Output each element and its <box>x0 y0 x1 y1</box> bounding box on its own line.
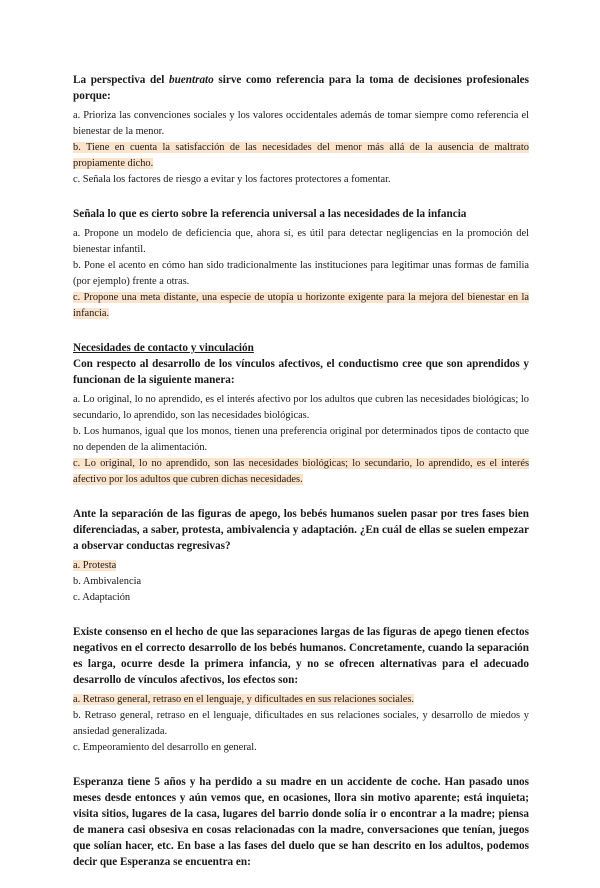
answer-option-highlighted <box>73 290 529 322</box>
question-block-long-separations <box>73 624 529 756</box>
answer-option: b. Pone el acento en cómo han sido tradicionalmente las instituciones para legitimar unas formas de familia (por ejemplo) frente a otras. <box>73 260 529 287</box>
highlighted-answer-text: a. Protesta <box>73 560 117 571</box>
answer-option: b. Ambivalencia <box>73 576 142 587</box>
highlighted-answer-text: c. Propone una meta distante, una especie de utopía u horizonte exigente para la mejora del bienestar en la infancia. <box>73 292 529 319</box>
answer-option: b. Retraso general, retraso en el lenguaje, dificultades en sus relaciones sociales, y desarrollo de miedos y ansiedad generalizada. <box>73 710 529 737</box>
answer-option-highlighted <box>73 692 529 708</box>
question-text-part: La perspectiva del <box>73 74 169 86</box>
question-text: Esperanza tiene 5 años y ha perdido a su madre en un accidente de coche. Han pasado unos meses desde entonces y aún vemos que, en ocasiones, llora sin motivo aparente; está inquieta; visita sitios, lugares de la casa, lugares del barrio donde solía ir o encontrar a la madre; piensa de manera casi obsesiva en cosas relacionadas con la madre, conversaciones que tenían, juegos que solían hacer, etc. En base a las fases del duelo que se han descrito en los adultos, podemos decir que Esperanza se encuentra en: <box>73 776 529 868</box>
answer-option-highlighted <box>73 140 529 172</box>
highlighted-answer-text: c. Lo original, lo no aprendido, son las necesidades biológicas; lo secundario, lo aprendido, es el interés afectivo por los adultos que cubren dichas necesidades. <box>73 458 529 485</box>
question-text <box>73 72 529 104</box>
question-block-esperanza <box>73 774 529 870</box>
question-text: Ante la separación de las figuras de apego, los bebés humanos suelen pasar por tres fases bien diferenciadas, a saber, protesta, ambivalencia y adaptación. ¿En cuál de ellas se suelen empezar a observar conductas regresivas? <box>73 508 529 552</box>
answer-option: a. Propone un modelo de deficiencia que, ahora sí, es útil para detectar negligencias en la promoción del bienestar infantil. <box>73 228 529 255</box>
answer-option: b. Los humanos, igual que los monos, tienen una preferencia original por determinados tipos de contacto que no dependen de la alimentación. <box>73 426 529 453</box>
highlighted-answer-text: a. Retraso general, retraso en el lenguaje, y dificultades en sus relaciones sociales. <box>73 694 415 705</box>
question-text: Existe consenso en el hecho de que las separaciones largas de las figuras de apego tienen efectos negativos en el correcto desarrollo de los bebés humanos. Concretamente, cuando la separación es larga, ocurre desde la primera infancia, y no se ofrecen alternativas para el adecuado desarrollo de vínculos afectivos, los efectos son: <box>73 626 529 686</box>
question-block-conductismo <box>73 340 529 488</box>
question-block-separation-phases <box>73 506 529 606</box>
question-text: Con respecto al desarrollo de los vínculos afectivos, el conductismo cree que son aprendidos y funcionan de la siguiente manera: <box>73 358 529 386</box>
question-block-universal-needs <box>73 206 529 322</box>
document-content <box>73 72 529 888</box>
highlighted-answer-text: b. Tiene en cuenta la satisfacción de las necesidades del menor más allá de la ausencia de maltrato propiamente dicho. <box>73 142 529 169</box>
answer-option: c. Adaptación <box>73 592 131 603</box>
section-title: Necesidades de contacto y vinculación <box>73 342 254 354</box>
question-text-part: sirve como referencia para la toma de decisiones profesionales porque: <box>73 74 529 102</box>
answer-option: c. Empeoramiento del desarrollo en general. <box>73 742 257 753</box>
question-text: Señala lo que es cierto sobre la referencia universal a las necesidades de la infancia <box>73 208 467 220</box>
question-emphasis: buentrato <box>168 74 214 86</box>
answer-option: a. Lo original, lo no aprendido, es el interés afectivo por los adultos que cubren las necesidades biológicas; lo secundario, lo aprendido, son las necesidades biológicas. <box>73 394 529 421</box>
answer-option-highlighted <box>73 558 529 574</box>
answer-option-highlighted <box>73 456 529 488</box>
question-block-buentrato <box>73 72 529 188</box>
answer-option: a. Prioriza las convenciones sociales y los valores occidentales además de tomar siempre como referencia el bienestar de la menor. <box>73 110 529 137</box>
answer-option: c. Señala los factores de riesgo a evitar y los factores protectores a fomentar. <box>73 174 391 185</box>
